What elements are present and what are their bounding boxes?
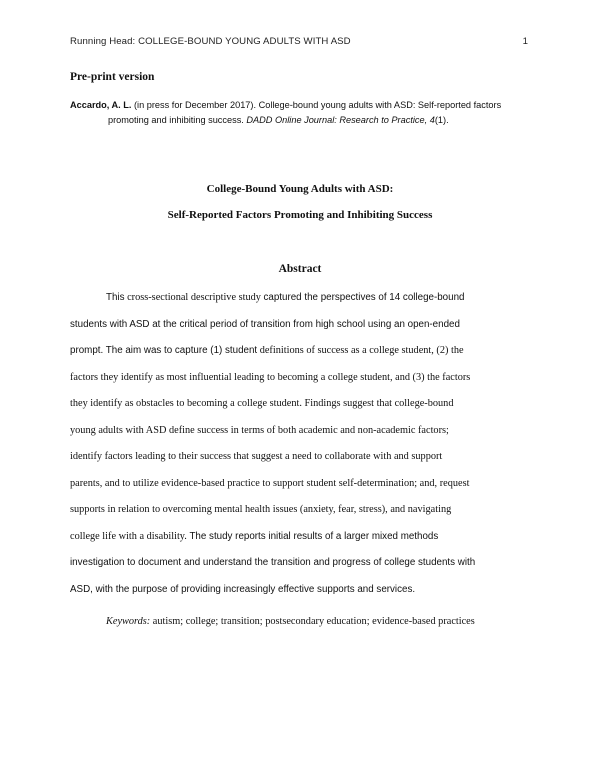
abstract-text-segment: identify factors leading to their success that suggest a need to collaborate with and support <box>70 451 443 462</box>
abstract-line <box>70 582 532 609</box>
abstract-line <box>70 476 532 503</box>
abstract-line <box>70 502 532 529</box>
abstract-body <box>70 290 532 608</box>
abstract-line <box>70 529 532 556</box>
abstract-line <box>70 449 532 476</box>
abstract-line <box>70 317 532 344</box>
abstract-text-segment: ASD, with the purpose of providing increasingly effective supports and services. <box>70 583 416 595</box>
abstract-text-segment: young adults with ASD define success in terms of both academic and non-academic factors; <box>70 424 449 436</box>
abstract-heading: Abstract <box>278 263 322 275</box>
keywords <box>106 616 475 627</box>
abstract-text-segment: students with ASD at the critical period of transition from high school using an open-ended <box>70 318 460 330</box>
abstract-text-segment: prompt. The aim was to capture (1) student <box>70 345 258 356</box>
abstract-line <box>70 370 532 397</box>
citation-author: Accardo, A. L. <box>70 100 132 110</box>
citation-text-2: promoting and inhibiting success. <box>108 115 247 125</box>
running-head: Running Head: COLLEGE-BOUND YOUNG ADULTS WITH ASD <box>70 36 351 47</box>
page-number: 1 <box>522 36 528 47</box>
citation-text-1: (in press for December 2017). College-bound young adults with ASD: Self-reported factors <box>131 100 502 110</box>
abstract-text-segment: parents, and to utilize evidence-based practice to support student self-determination; and, request <box>70 477 470 489</box>
paper-title-line-2: Self-Reported Factors Promoting and Inhibiting Success <box>167 209 433 221</box>
citation-text-3: (1). <box>434 115 449 125</box>
abstract-text-segment: supports in relation to overcoming mental health issues (anxiety, fear, stress), and navigating <box>70 504 452 515</box>
abstract-text-segment: definitions of success as a college student, (2) the <box>257 345 464 356</box>
abstract-text-segment: The study reports initial results of a larger mixed methods <box>189 530 439 542</box>
keywords-text: autism; college; transition; postsecondary education; evidence-based practices <box>150 616 475 627</box>
citation-line-2 <box>70 113 540 128</box>
abstract-line <box>70 290 532 317</box>
abstract-line <box>70 396 532 423</box>
abstract-text-segment: they identify as obstacles to becoming a college student. Findings suggest that college-bound <box>70 398 454 409</box>
abstract-text-segment: cross-sectional descriptive study <box>124 292 264 303</box>
abstract-text-segment: captured the perspectives of 14 college-bound <box>263 292 465 303</box>
paper-title-line-1: College-Bound Young Adults with ASD: <box>206 183 394 195</box>
abstract-line <box>70 343 532 370</box>
citation <box>70 98 540 128</box>
abstract-text-segment: factors they identify as most influential leading to becoming a college student, and (3) the factors <box>70 371 471 383</box>
abstract-line <box>70 423 532 450</box>
abstract-text-segment: investigation to document and understand the transition and progress of college students with <box>70 557 476 568</box>
keywords-label: Keywords: <box>106 616 151 627</box>
citation-journal: DADD Online Journal: Research to Practice, 4 <box>246 115 435 125</box>
preprint-label: Pre-print version <box>70 71 155 83</box>
abstract-text-segment: college life with a disability. <box>70 530 190 542</box>
abstract-line <box>70 555 532 582</box>
abstract-text-segment: This <box>106 292 125 303</box>
